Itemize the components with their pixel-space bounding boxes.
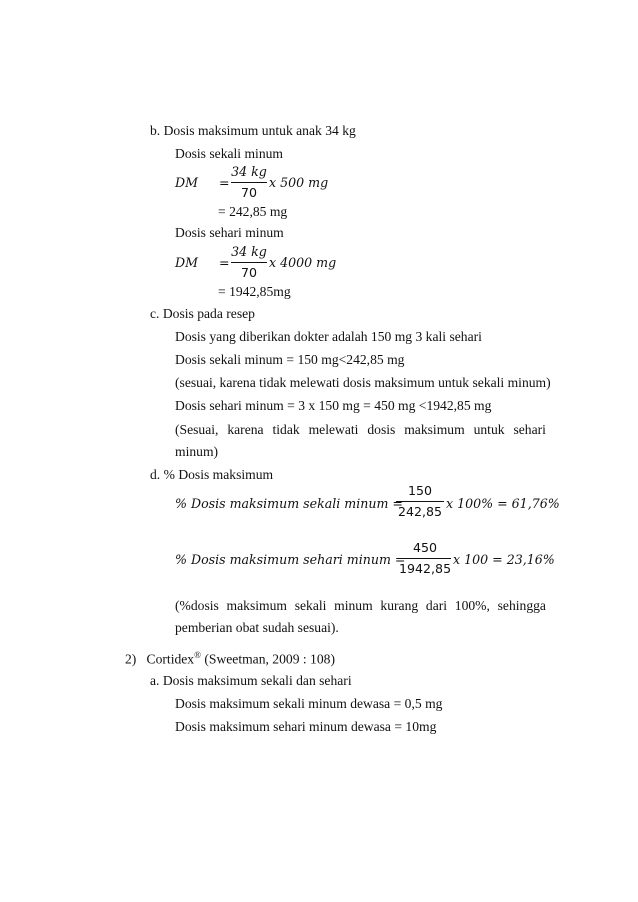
word: karena bbox=[227, 422, 264, 437]
note-line: pemberian obat sudah sesuai). bbox=[175, 620, 339, 635]
fraction-denominator: 242,85 bbox=[397, 503, 443, 519]
dosis-line: Dosis maksimum sekali minum dewasa = 0,5 mg bbox=[175, 696, 443, 711]
formula-lhs: % Dosis maksimum sehari minum = bbox=[175, 552, 406, 567]
word: sekali bbox=[294, 598, 327, 613]
fraction-denominator: 70 bbox=[240, 264, 258, 280]
dm-rhs: x 500 mg bbox=[269, 175, 329, 190]
resep-line: Dosis yang diberikan dokter adalah 150 mg 3 kali sehari bbox=[175, 329, 482, 344]
resep-line: Dosis sekali minum = 150 mg<242,85 mg bbox=[175, 352, 405, 367]
fraction-bar bbox=[231, 182, 267, 183]
section-b-heading: b. Dosis maksimum untuk anak 34 kg bbox=[150, 123, 356, 138]
item-number: 2) bbox=[125, 651, 137, 667]
dm-rhs: x 4000 mg bbox=[269, 255, 337, 270]
fraction bbox=[231, 246, 267, 279]
item-2-heading bbox=[125, 651, 335, 666]
equals-sign: = bbox=[219, 175, 230, 190]
word: minum bbox=[334, 598, 373, 613]
word: kurang bbox=[380, 598, 419, 613]
word: (%dosis bbox=[175, 598, 219, 613]
dm-lhs: DM bbox=[175, 255, 198, 270]
section-a-heading: a. Dosis maksimum sekali dan sehari bbox=[150, 673, 352, 688]
fraction bbox=[399, 542, 451, 575]
dm-result-sehari: = 1942,85mg bbox=[218, 284, 291, 299]
fraction-bar bbox=[231, 262, 267, 263]
fraction-bar bbox=[396, 501, 444, 502]
word: tidak bbox=[272, 422, 300, 437]
word: dari bbox=[425, 598, 448, 613]
word: dosis bbox=[367, 422, 396, 437]
equals-sign: = bbox=[219, 255, 230, 270]
note-line-justified bbox=[175, 598, 546, 614]
registered-mark: ® bbox=[194, 650, 201, 660]
sekali-minum-label: Dosis sekali minum bbox=[175, 146, 283, 161]
word: 100%, bbox=[454, 598, 490, 613]
word: maksimum bbox=[404, 422, 465, 437]
resep-line: (sesuai, karena tidak melewati dosis maksimum untuk sekali minum) bbox=[175, 375, 551, 390]
word: sehari bbox=[513, 422, 546, 437]
dm-result-sekali: = 242,85 mg bbox=[218, 204, 288, 219]
word: sehingga bbox=[497, 598, 546, 613]
fraction-denominator: 70 bbox=[240, 184, 258, 200]
formula-rhs: x 100% = 61,76% bbox=[446, 496, 560, 511]
dm-lhs: DM bbox=[175, 175, 198, 190]
fraction-bar bbox=[399, 558, 451, 559]
formula-lhs: % Dosis maksimum sekali minum = bbox=[175, 496, 403, 511]
formula-rhs: x 100 = 23,16% bbox=[453, 552, 555, 567]
section-c-heading: c. Dosis pada resep bbox=[150, 306, 255, 321]
fraction-numerator: 150 bbox=[407, 483, 433, 498]
word: untuk bbox=[473, 422, 505, 437]
word: maksimum bbox=[226, 598, 287, 613]
resep-line: Dosis sehari minum = 3 x 150 mg = 450 mg <1942,85 mg bbox=[175, 398, 492, 413]
fraction-denominator: 1942,85 bbox=[399, 560, 452, 576]
fraction bbox=[396, 485, 444, 518]
section-d-heading: d. % Dosis maksimum bbox=[150, 467, 274, 482]
word: melewati bbox=[308, 422, 359, 437]
sehari-minum-label: Dosis sehari minum bbox=[175, 225, 284, 240]
fraction-numerator: 450 bbox=[412, 540, 438, 555]
resep-line-justified bbox=[175, 422, 546, 438]
resep-line: minum) bbox=[175, 444, 219, 459]
dosis-line: Dosis maksimum sehari minum dewasa = 10mg bbox=[175, 719, 437, 734]
fraction-numerator: 34 kg bbox=[231, 164, 267, 179]
reference: (Sweetman, 2009 : 108) bbox=[200, 651, 335, 667]
fraction bbox=[231, 166, 267, 199]
fraction-numerator: 34 kg bbox=[231, 244, 267, 259]
drug-name: Cortidex bbox=[146, 651, 195, 667]
word: (Sesuai, bbox=[175, 422, 219, 437]
